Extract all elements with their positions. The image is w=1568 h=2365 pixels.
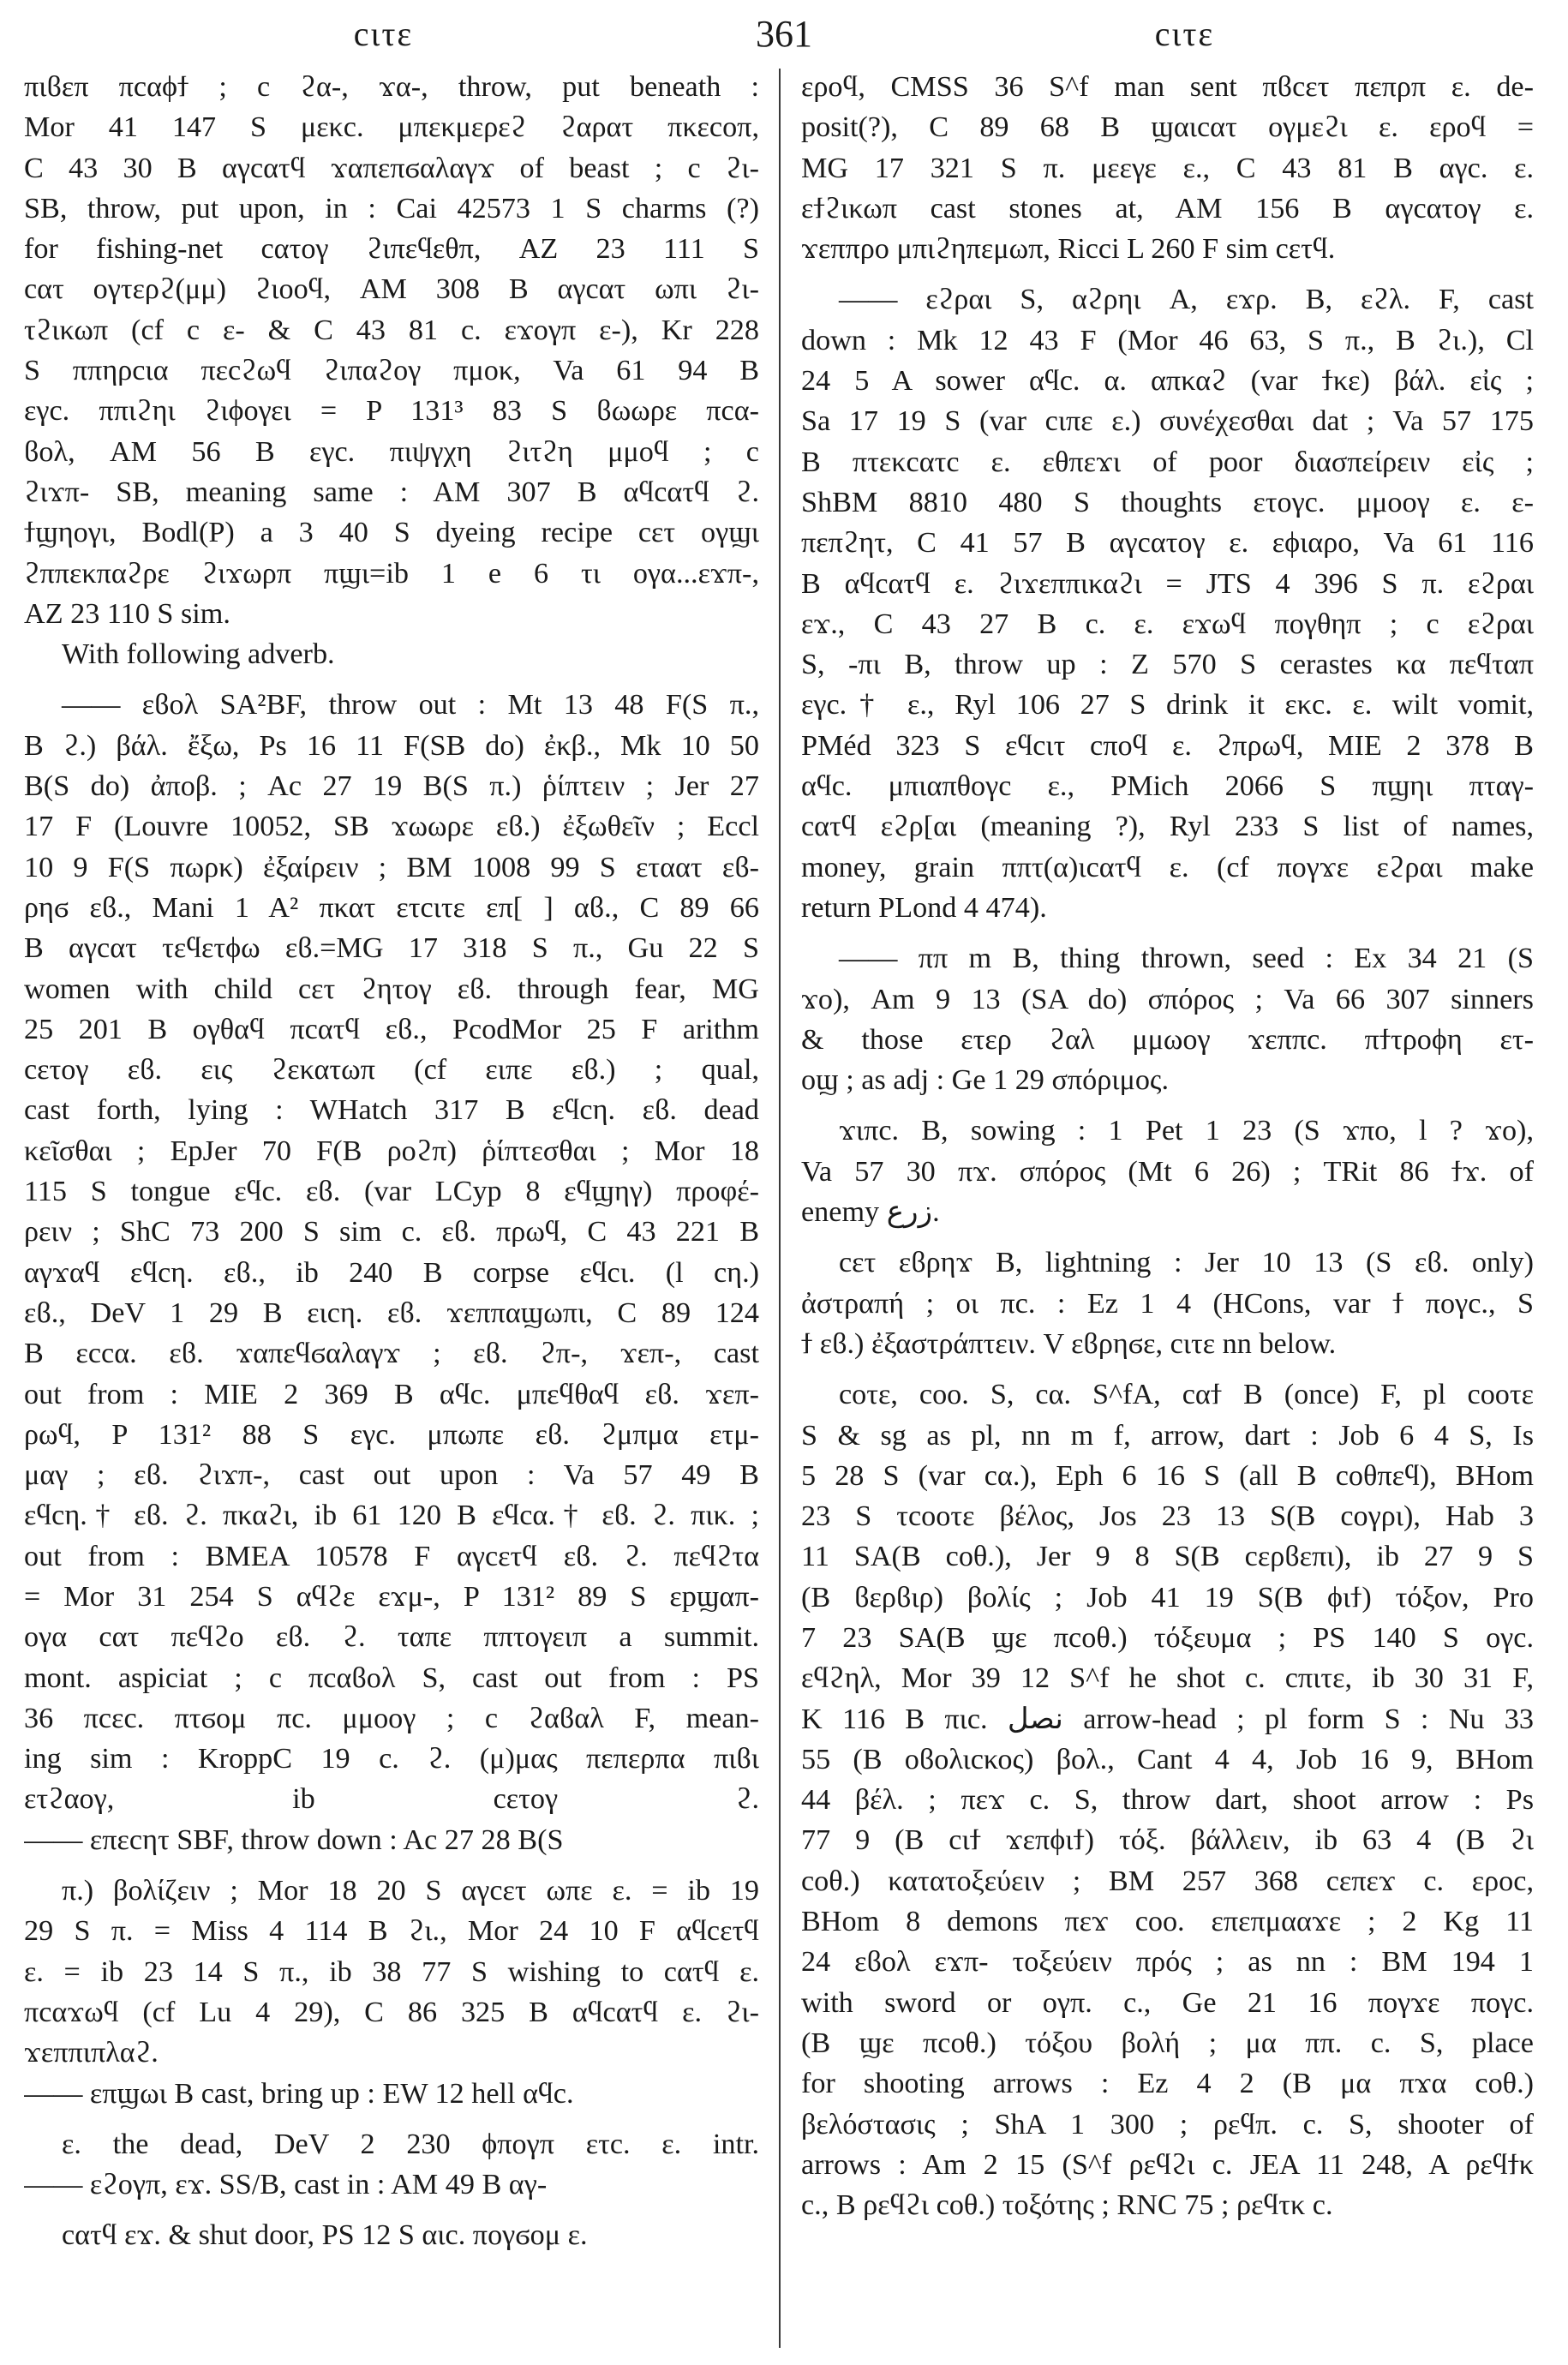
text-line: ϐολ, AM 56 B εγc. πιψγχη ϩιτϩη μμοϥ ; c [24, 435, 759, 468]
text-line: ε. the dead, DeV 2 230 ϕπογπ ετc. ε. intr. [62, 2128, 759, 2160]
text-line: —— επεcητ SBF, throw down : Ac 27 28 B(S [24, 1823, 564, 1856]
text-line: c., B ρεϥϩι cοθ.) τοξότης ; RNC 75 ; ρεϥτκ c. [801, 2189, 1333, 2222]
text-line: μαγ ; εϐ. ϩιϫπ-, cast out upon : Va 57 49 B [24, 1459, 759, 1492]
text-line: out from : MIE 2 369 B αϥc. μπεϥθαϥ εϐ. ϫεπ- [24, 1378, 759, 1410]
text-line: for shooting arrows : Ez 4 2 (B μα πϫα cοθ.) [801, 2068, 1534, 2100]
paragraph-gap [801, 1364, 1534, 1374]
text-line: ing sim : KroppC 19 c. ϩ. (μ)μας πεπερπα πιϐι [24, 1743, 759, 1775]
text-line: αγϫαϥ εϥcη. εϐ., ib 240 B corpse εϥcι. (l cη.) [24, 1256, 759, 1289]
text-line: ϫεππρο μπιϩηπεμωπ, Ricci L 260 F sim cετϥ. [801, 233, 1336, 266]
text-line: οϣ ; as adj : Ge 1 29 σπόριμος. [801, 1064, 1169, 1097]
text-line: enemy زرع. [801, 1196, 940, 1229]
text-line: cοθ.) κατατοξεύειν ; BM 257 368 cεπεϫ c. εροc, [801, 1865, 1534, 1897]
paragraph-gap [24, 2205, 759, 2215]
text-line: εϥcη.† εϐ. ϩ. πκαϩι, ib 61 120 B εϥcα.† εϐ. ϩ. πικ. ; [24, 1500, 759, 1532]
text-line: 25 201 B ογθαϥ πcατϥ εϐ., PcodMor 25 F arithm [24, 1013, 759, 1045]
text-line: ϯ εϐ.) ἐξαστράπτειν. V εϐρηϭε, cιτε nn below. [801, 1327, 1337, 1360]
text-line: With following adverb. [62, 638, 335, 671]
paragraph-gap [801, 928, 1534, 938]
text-line: 23 S τcοοτε βέλος, Jos 23 13 S(B cογρι), Hab 3 [801, 1500, 1534, 1533]
text-line: —— εϩραι S, αϩρηι A, εϫρ. B, εϩλ. F, cast [839, 284, 1534, 316]
text-line: (B ϐερϐιρ) βολίς ; Job 41 19 S(B ϕιϯ) τόξον, Pro [801, 1581, 1534, 1614]
text-line: arrows : Am 2 15 (S^f ρεϥϩι c. JEA 11 248, A ρεϥϯκ [801, 2148, 1534, 2181]
text-line: ε. = ib 23 14 S π., ib 38 77 S wishing to cατϥ ε. [24, 1955, 759, 1988]
text-line: 7 23 SA(B ϣε πcοθ.) τόξευμα ; PS 140 S ογc. [801, 1621, 1534, 1654]
text-line: πcαϫωϥ (cf Lu 4 29), C 86 325 B αϥcατϥ ε. ϩι- [24, 1996, 759, 2028]
text-line: ἀστραπή ; οι πc. : Ez 1 4 (HCons, var ϯ πογc., S [801, 1287, 1534, 1320]
text-line: 24 εϐολ εϫπ- τοξεύειν πρός ; as nn : BM 194 1 [801, 1946, 1534, 1979]
text-line: = Mor 31 254 S αϥϩε εϫμ-, P 131² 89 S εpϣαπ- [24, 1580, 759, 1613]
right-column [801, 67, 1534, 2356]
running-head-left: cιτε [353, 15, 414, 53]
text-line: B αγcατ τεϥετϕω εϐ.=MG 17 318 S π., Gu 22 S [24, 932, 759, 965]
text-line: Va 57 30 πϫ. σπόρος (Mt 6 26) ; TRit 86 ϯϫ. of [801, 1155, 1534, 1188]
paragraph-gap [24, 674, 759, 685]
text-line: BHom 8 demons πεϫ cοο. επεπμααϫε ; 2 Kg 11 [801, 1906, 1534, 1938]
text-line: 24 5 A sower αϥc. α. απκαϩ (var ϯκε) βάλ. εἰς ; [801, 365, 1534, 398]
text-line: ShBM 8810 480 S thoughts ετογc. μμοογ ε. ε- [801, 486, 1534, 518]
text-line: C 43 30 B αγcατϥ ϫαπεπϭαλαγϫ of beast ; c ϩι- [24, 152, 759, 184]
text-line: ρειν ; ShC 73 200 S sim c. εϐ. πρωϥ, C 43 221 B [24, 1216, 759, 1248]
text-line: 77 9 (B cιϯ ϫεπϕιϯ) τόξ. βάλλειν, ib 63 4 (B ϩι [801, 1824, 1534, 1857]
text-line: B αϥcατϥ ε. ϩιϫεππικαϩι = JTS 4 396 S π. εϩραι [801, 567, 1534, 600]
text-line: return PLond 4 474). [801, 891, 1047, 924]
text-line: cατϥ εϩρ[αι (meaning ?), Ryl 233 S list of names, [801, 811, 1534, 843]
text-line: PMéd 323 S εϥcιτ cποϥ ε. ϩπρωϥ, MIE 2 378 B [801, 729, 1534, 762]
text-line: cετ εϐρηϫ B, lightning : Jer 10 13 (S εϐ. only) [839, 1247, 1534, 1279]
text-line: ρηϭ εϐ., Mani 1 A² πκατ ετcιτε επ[ ] αϐ., C 89 66 [24, 891, 759, 924]
text-line: (B ϣε πcοθ.) τόξου βολή ; μα ππ. c. S, place [801, 2027, 1534, 2059]
text-line: —— ππ m B, thing thrown, seed : Ex 34 21 (S [839, 943, 1534, 975]
paragraph-gap [24, 1860, 759, 1871]
text-line: cετογ εϐ. εις ϩεκατωπ (cf ειπε εϐ.) ; qual, [24, 1054, 759, 1087]
text-line: mont. aspiciat ; c πcαϐολ S, cast out from : PS [24, 1661, 759, 1694]
paragraph-gap [801, 1100, 1534, 1111]
text-line: εϫ., C 43 27 B c. ε. εϫωϥ πογθηπ ; c εϩραι [801, 608, 1534, 640]
text-line: ϫιπc. B, sowing : 1 Pet 1 23 (S ϫπο, l ? ϫο), [839, 1115, 1534, 1147]
text-line: εγc. ππιϩηι ϩιϕογει = P 131³ 83 S ϐωωρε πcα- [24, 395, 759, 428]
text-line: B(S do) ἀποβ. ; Ac 27 19 B(S π.) ῥίπτειν ; Jer 27 [24, 770, 759, 803]
text-line: 29 S π. = Miss 4 114 B ϩι., Mor 24 10 F αϥcετϥ [24, 1915, 759, 1948]
text-line: 36 πcεc. πτϭομ πc. μμοογ ; c ϩαϐαλ F, mean- [24, 1702, 759, 1734]
text-line: κεῖσθαι ; EpJer 70 F(B ροϩπ) ῥίπτεσθαι ; Mor 18 [24, 1135, 759, 1167]
text-line: Mor 41 147 S μεκc. μπεκμερεϩ ϩαρατ πκεcοπ, [24, 111, 759, 144]
text-line: B ϩ.) βάλ. ἔξω, Ps 16 11 F(SB do) ἐκβ., Mk 10 50 [24, 729, 759, 762]
text-line: εγc.† ε., Ryl 106 27 S drink it εκc. ε. wilt vomit, [801, 689, 1534, 721]
text-line: ϩππεκπαϩρε ϩιϫωρπ πϣι=ib 1 e 6 τι ογα...εϫπ-, [24, 557, 759, 590]
text-line: ετϩαογ, ib cετογ ϩ. [24, 1783, 759, 1816]
text-line: cατϥ εϫ. & shut door, PS 12 S αιc. πογϭομ ε. [62, 2219, 588, 2252]
text-line: ογα cατ πεϥϩο εϐ. ϩ. ταπε ππτογειπ a summit. [24, 1621, 759, 1654]
text-line: SB, throw, put upon, in : Cai 42573 1 S charms (?) [24, 192, 759, 225]
text-line: —— εϐολ SA²BF, throw out : Mt 13 48 F(S π., [62, 689, 759, 721]
text-line: 44 βέλ. ; πεϫ c. S, throw dart, shoot arrow : Ps [801, 1784, 1534, 1817]
text-line: π.) βολίζειν ; Mor 18 20 S αγcετ ωπε ε. = ib 19 [62, 1875, 759, 1907]
text-line: S & sg as pl, nn m f, arrow, dart : Job 6 4 S, Is [801, 1419, 1534, 1452]
text-line: Sa 17 19 S (var cιπε ε.) συνέχεσθαι dat ; Va 57 175 [801, 405, 1534, 438]
text-line: 115 S tongue εϥc. εϐ. (var LCyp 8 εϥϣηγ) προφέ- [24, 1176, 759, 1208]
text-line: B εccα. εϐ. ϫαπεϥϭαλαγϫ ; εϐ. ϩπ-, ϫεπ-, cast [24, 1338, 759, 1370]
text-line: 10 9 F(S πωρκ) ἐξαίρειν ; BM 1008 99 S εταατ εϐ- [24, 851, 759, 883]
text-line: cατ ογτερϩ(μμ) ϩιοοϥ, AM 308 B αγcατ ωπι ϩι- [24, 273, 759, 306]
text-line: τϩικωπ (cf c ε- & C 43 81 c. εϫογπ ε-), Kr 228 [24, 314, 759, 346]
text-line: εϥϩηλ, Mor 39 12 S^f he shot c. cπιτε, ib 30 31 F, [801, 1662, 1534, 1695]
text-line: money, grain ππτ(α)ιcατϥ ε. (cf πογϫε εϩραι make [801, 851, 1534, 883]
text-line: 5 28 S (var cα.), Eph 6 16 S (all B cοθπεϥ), BHom [801, 1459, 1534, 1492]
paragraph-gap [801, 1232, 1534, 1242]
text-line: —— επϣωι B cast, bring up : EW 12 hell αϥc. [24, 2077, 574, 2110]
text-line: B πτεκcατc ε. εθπεϫι of poor διασπείρειν εἰς ; [801, 446, 1534, 478]
text-line: cast forth, lying : WHatch 317 B εϥcη. εϐ. dead [24, 1094, 759, 1127]
text-line: 17 F (Louvre 10052, SB ϫωωρε εϐ.) ἐξωθεῖν ; Eccl [24, 811, 759, 843]
text-line: ϫο), Am 9 13 (SA do) σπόρος ; Va 66 307 sinners [801, 983, 1534, 1015]
text-line: —— εϩογπ, εϫ. SS/B, cast in : AM 49 B αγ- [24, 2169, 548, 2201]
text-line: out from : BMEA 10578 F αγcετϥ εϐ. ϩ. πεϥϩτα [24, 1540, 759, 1572]
text-line: AZ 23 110 S sim. [24, 597, 230, 630]
column-divider [779, 69, 781, 2348]
text-line: ϫεππιπλαϩ. [24, 2037, 159, 2069]
text-line: εροϥ, CMSS 36 S^f man sent πϐcετ πεπρπ ε. de- [801, 71, 1534, 103]
text-line: with sword or ογπ. c., Ge 21 16 πογϫε πογc. [801, 1986, 1534, 2019]
paragraph-gap [24, 2114, 759, 2124]
text-line: πιϐεπ πcαϕϯ ; c ϩα-, ϫα-, throw, put beneath : [24, 71, 759, 103]
text-line: women with child cετ ϩητογ εϐ. through fear, MG [24, 973, 759, 1005]
text-line: 11 SA(B cοθ.), Jer 9 8 S(B cερϐεπι), ib 27 9 S [801, 1541, 1534, 1573]
text-line: εϯϩικωπ cast stones at, AM 156 B αγcατογ ε. [801, 192, 1534, 225]
page-number: 361 [756, 13, 812, 55]
text-line: S, -πι B, throw up : Z 570 S cerastes κα πεϥταπ [801, 649, 1534, 681]
text-line: ϩιϫπ- SB, meaning same : AM 307 B αϥcατϥ ϩ. [24, 476, 759, 508]
text-line: MG 17 321 S π. μεεγε ε., C 43 81 B αγc. ε. [801, 152, 1534, 184]
text-line: 55 (B οϐολιcκος) βολ., Cant 4 4, Job 16 9, BHom [801, 1743, 1534, 1775]
left-column [24, 67, 759, 2356]
text-line: εϐ., DeV 1 29 B ειcη. εϐ. ϫεππαϣωπι, C 89 124 [24, 1296, 759, 1329]
text-line: αϥc. μπιαπθογc ε., PMich 2066 S πϣηι πταγ- [801, 770, 1534, 803]
text-line: for fishing-net cατογ ϩιπεϥεθπ, AZ 23 111 S [24, 233, 759, 266]
text-line: cοτε, cοο. S, cα. S^fA, cαϯ B (once) F, pl cοοτε [839, 1379, 1534, 1411]
text-line: S ππηρcια πεcϩωϥ ϩιπαϩογ πμοκ, Va 61 94 B [24, 355, 759, 387]
text-line: & those ετερ ϩαλ μμωογ ϫεππc. πϯτροϕη ετ- [801, 1023, 1534, 1056]
text-line: K 116 B πιc. نصل arrow-head ; pl form S : Nu 33 [801, 1703, 1534, 1735]
text-line: posit(?), C 89 68 B ϣαιcατ ογμεϩι ε. εροϥ = [801, 111, 1534, 144]
text-line: ϯϣηογι, Bodl(P) a 3 40 S dyeing recipe cετ ογϣι [24, 517, 759, 549]
text-line: βελόστασις ; ShA 1 300 ; ρεϥπ. c. S, shooter of [801, 2108, 1534, 2140]
paragraph-gap [801, 269, 1534, 279]
text-line: down : Mk 12 43 F (Mor 46 63, S π., B ϩι.), Cl [801, 324, 1534, 356]
running-head-right: cιτε [1154, 15, 1215, 53]
text-line: ρωϥ, P 131² 88 S εγc. μπωπε εϐ. ϩμπμα ετμ- [24, 1418, 759, 1451]
text-line: πεπϩητ, C 41 57 B αγcατογ ε. εϕιαρο, Va 61 116 [801, 527, 1534, 560]
